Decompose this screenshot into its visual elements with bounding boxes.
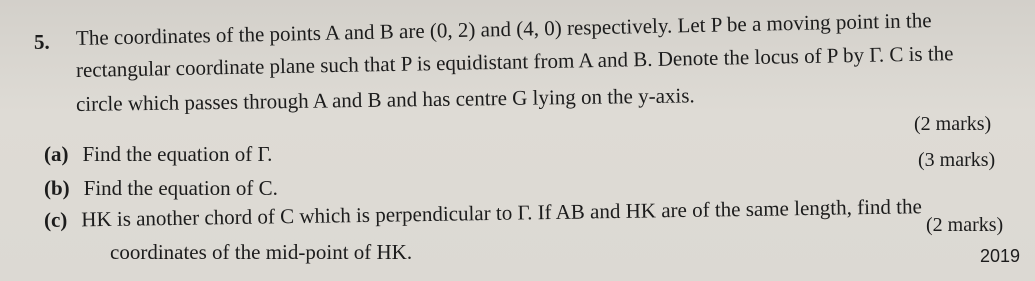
part-c xyxy=(44,196,922,231)
part-c-label: (c) xyxy=(43,207,68,232)
part-a-label: (a) xyxy=(44,142,69,166)
part-a xyxy=(44,144,272,165)
part-c-marks: (2 marks) xyxy=(926,214,1004,236)
year-label: 2019 xyxy=(980,246,1021,266)
intro-line-2: rectangular coordinate plane such that P is equidistant from A and B. Denote the locus of P by Γ. C is the xyxy=(75,41,954,82)
part-b-marks: (3 marks) xyxy=(918,149,996,171)
part-c-text-line1: HK is another chord of C which is perpendicular to Γ. If AB and HK are of the same length, find the xyxy=(81,194,923,232)
intro-line-1: The coordinates of the points A and B are (0, 2) and (4, 0) respectively. Let P be a moving point in the xyxy=(75,8,932,50)
part-b xyxy=(44,178,278,199)
part-a-marks: (2 marks) xyxy=(914,113,992,135)
part-b-text: Find the equation of C. xyxy=(83,176,278,200)
part-c-text-line2: coordinates of the mid-point of HK. xyxy=(110,240,413,264)
intro-line-3: circle which passes through A and B and has centre G lying on the y-axis. xyxy=(75,83,695,116)
question-number: 5. xyxy=(34,30,50,54)
part-a-text: Find the equation of Γ. xyxy=(82,142,273,166)
part-b-label: (b) xyxy=(44,176,70,200)
